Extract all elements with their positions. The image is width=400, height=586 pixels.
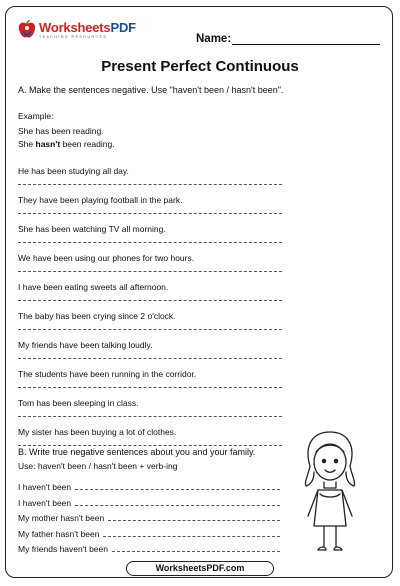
sentence-prompt [18, 529, 280, 539]
prompt-text: My father hasn't been [18, 528, 100, 539]
logo-wordmark: WorksheetsPDF [39, 19, 136, 35]
exercise-sentence: We have been using our phones for two hours. [18, 253, 195, 263]
exercise-sentence: I have been eating sweets all afternoon. [18, 282, 169, 292]
prompt-text: My mother hasn't been [18, 513, 105, 523]
answer-blank[interactable] [103, 536, 280, 537]
exercise-sentence: The baby has been crying since 2 o'clock. [18, 311, 176, 321]
sentence-prompt [18, 544, 280, 554]
sentence-prompt [18, 482, 280, 492]
example-label: Example: [18, 111, 54, 121]
section-a-instruction: A. Make the sentences negative. Use "haven't been / hasn't been". [18, 85, 284, 95]
footer-website: WorksheetsPDF.com [126, 561, 274, 576]
exercise-sentence: My friends have been talking loudly. [18, 340, 153, 350]
answer-line[interactable] [18, 445, 282, 446]
exercise-sentence: My sister has been buying a lot of clothes. [18, 427, 177, 437]
girl-illustration [290, 426, 370, 562]
apple-person-icon [18, 20, 36, 40]
prompt-text: My friends haven't been [18, 544, 108, 554]
prompt-text: I haven't been [18, 482, 72, 492]
exercise-sentence: She has been watching TV all morning. [18, 224, 166, 234]
answer-line[interactable] [18, 271, 282, 272]
exercise-sentence: They have been playing football in the park. [18, 195, 183, 205]
example-sentence: She has been reading. [18, 126, 104, 136]
page-title: Present Perfect Continuous [101, 58, 299, 75]
answer-line[interactable] [18, 358, 282, 359]
logo-tagline: TEACHING RESOURCES [39, 34, 108, 39]
answer-line[interactable] [18, 329, 282, 330]
exercise-sentence: He has been studying all day. [18, 166, 129, 176]
name-field-line[interactable] [232, 44, 380, 45]
logo [18, 20, 136, 40]
answer-line[interactable] [18, 242, 282, 243]
sentence-prompt [18, 498, 280, 508]
answer-line[interactable] [18, 184, 282, 185]
exercise-sentence: Tom has been sleeping in class. [18, 398, 139, 408]
answer-blank[interactable] [108, 520, 280, 521]
answer-line[interactable] [18, 416, 282, 417]
prompt-text: I haven't been [18, 497, 72, 508]
answer-blank[interactable] [112, 551, 280, 552]
exercise-sentence: The students have been running in the corridor. [18, 369, 197, 379]
sentence-prompt [18, 513, 280, 523]
answer-line[interactable] [18, 213, 282, 214]
section-b-instruction: B. Write true negative sentences about you and your family. [18, 447, 256, 457]
answer-line[interactable] [18, 300, 282, 301]
example-answer: She hasn't been reading. [18, 139, 115, 149]
answer-line[interactable] [18, 387, 282, 388]
answer-blank[interactable] [75, 505, 280, 506]
section-b-usage-hint: Use: haven't been / hasn't been + verb-ing [18, 461, 178, 471]
name-label: Name: [196, 33, 232, 45]
answer-blank[interactable] [75, 489, 280, 490]
